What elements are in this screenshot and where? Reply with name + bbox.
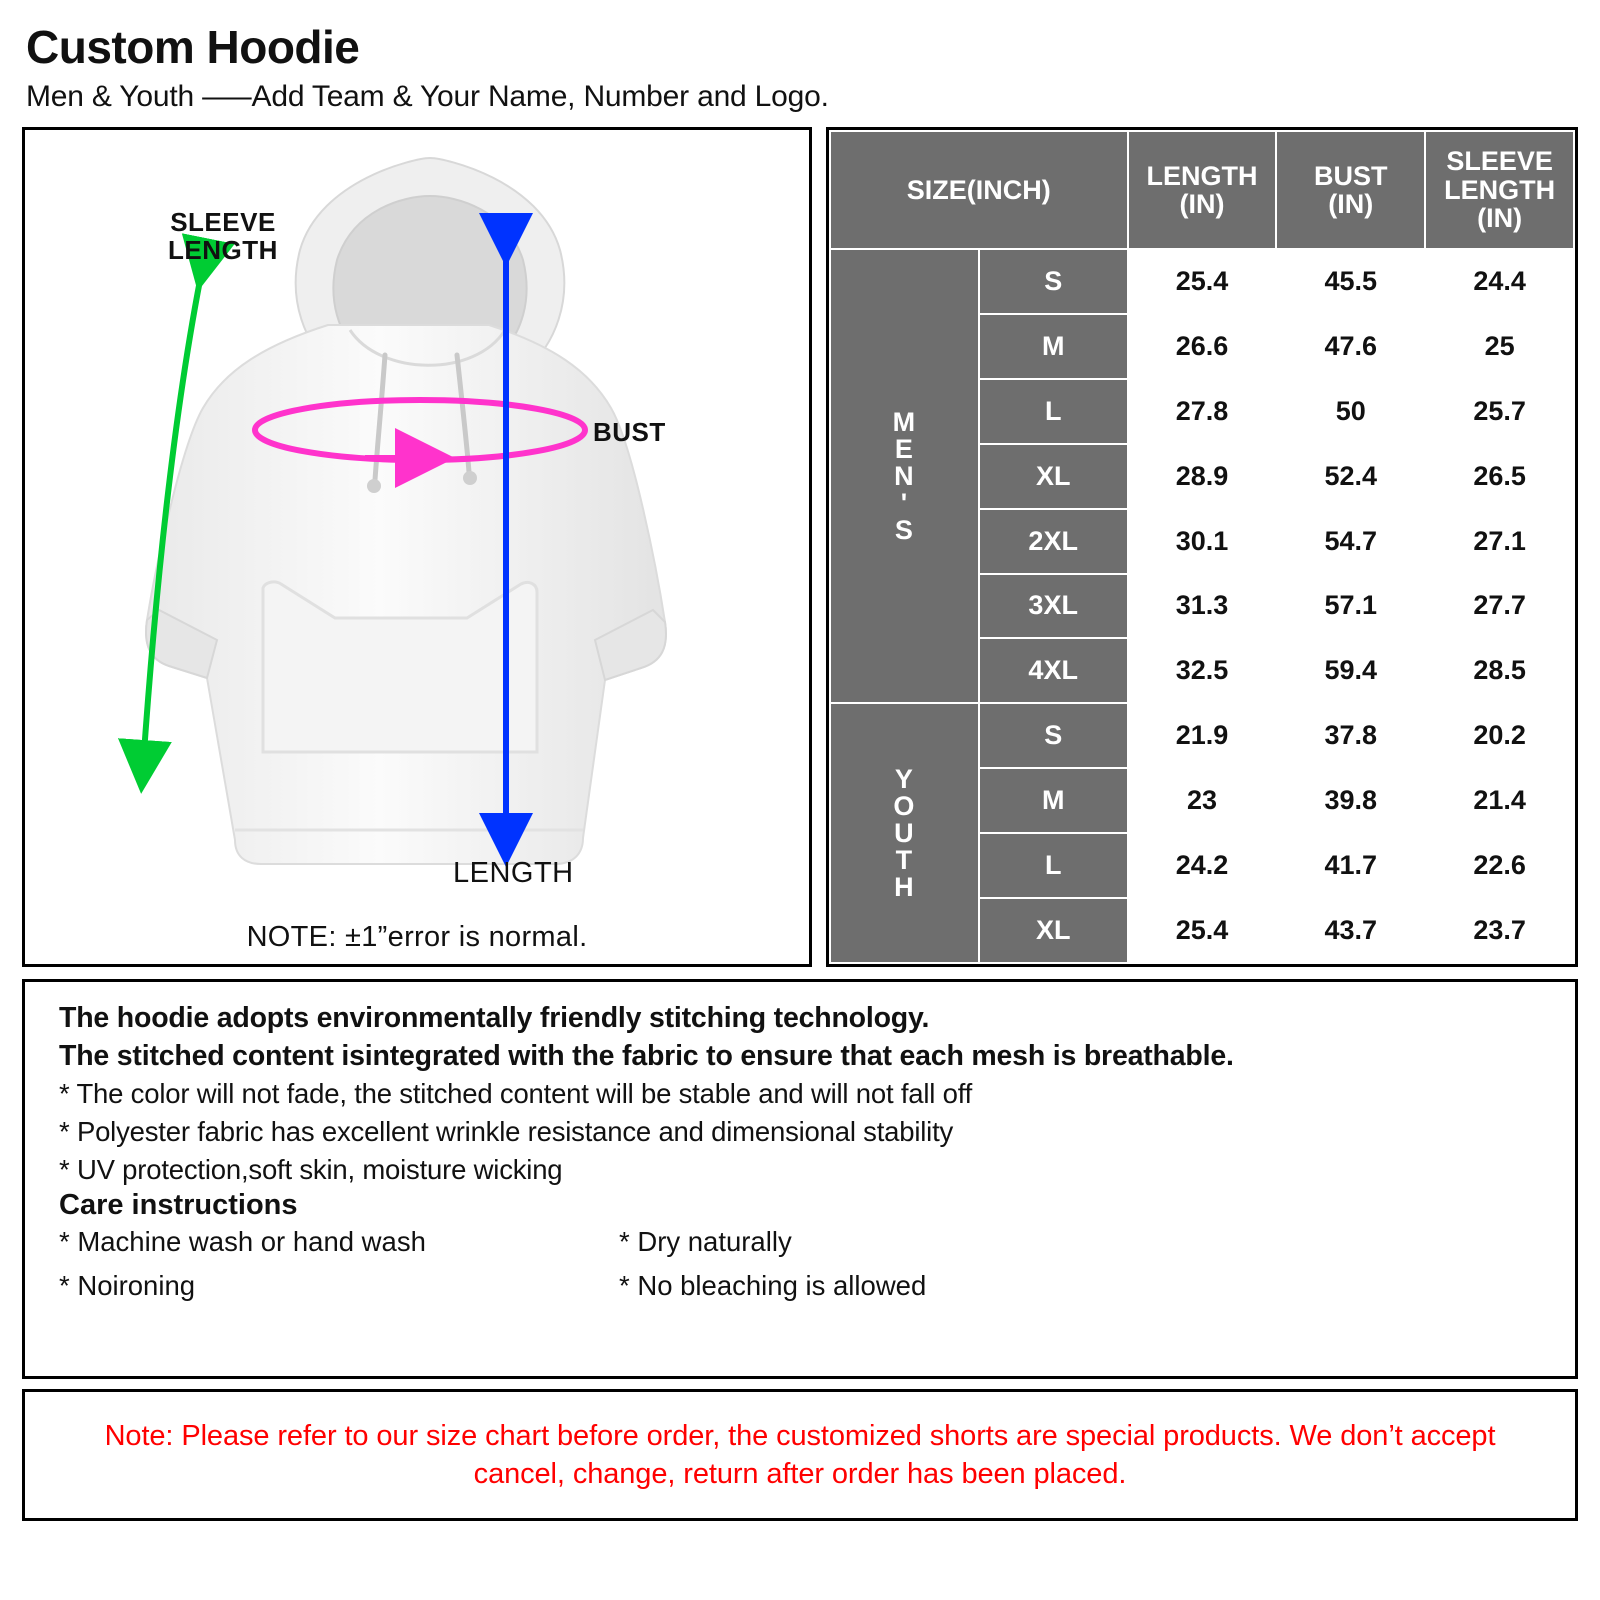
cell-sleeve: 25 <box>1425 314 1574 379</box>
cell-length: 32.5 <box>1128 638 1277 703</box>
cell-size: XL <box>979 444 1128 509</box>
cell-length: 25.4 <box>1128 249 1277 314</box>
desc-bullet-2: * Polyester fabric has excellent wrinkle resistance and dimensional stability <box>59 1116 954 1148</box>
cell-length: 27.8 <box>1128 379 1277 444</box>
cell-length: 24.2 <box>1128 833 1277 898</box>
cell-size: M <box>979 768 1128 833</box>
header-bust: BUST (IN) <box>1276 131 1425 249</box>
size-table <box>829 130 1575 964</box>
hoodie-illustration-panel <box>22 127 812 967</box>
cell-bust: 39.8 <box>1276 768 1425 833</box>
cell-length: 25.4 <box>1128 898 1277 963</box>
cell-sleeve: 26.5 <box>1425 444 1574 509</box>
care-item: * Machine wash or hand wash <box>59 1226 426 1258</box>
desc-line-2: The stitched content isintegrated with the fabric to ensure that each mesh is breathable. <box>59 1039 1234 1072</box>
cell-bust: 47.6 <box>1276 314 1425 379</box>
size-table-panel <box>826 127 1578 967</box>
cell-length: 23 <box>1128 768 1277 833</box>
cell-sleeve: 23.7 <box>1425 898 1574 963</box>
cell-size: 2XL <box>979 509 1128 574</box>
cell-bust: 52.4 <box>1276 444 1425 509</box>
cell-bust: 41.7 <box>1276 833 1425 898</box>
page-title: Custom Hoodie <box>26 21 360 73</box>
cell-sleeve: 20.2 <box>1425 703 1574 768</box>
cell-sleeve: 28.5 <box>1425 638 1574 703</box>
cell-bust: 43.7 <box>1276 898 1425 963</box>
tolerance-note: NOTE: ±1”error is normal. <box>246 921 588 953</box>
cell-bust: 45.5 <box>1276 249 1425 314</box>
cell-size: S <box>979 249 1128 314</box>
cell-length: 28.9 <box>1128 444 1277 509</box>
page-subtitle: Men & Youth –––Add Team & Your Name, Number and Logo. <box>26 80 829 113</box>
cell-sleeve: 27.1 <box>1425 509 1574 574</box>
length-label: LENGTH <box>453 857 574 889</box>
sleeve-length-arrow <box>25 130 812 967</box>
cell-sleeve: 24.4 <box>1425 249 1574 314</box>
desc-line-1: The hoodie adopts environmentally friendly stitching technology. <box>59 1002 930 1034</box>
cell-size: S <box>979 703 1128 768</box>
cell-length: 26.6 <box>1128 314 1277 379</box>
group-label-mens: M E N ' S <box>830 249 979 703</box>
cell-sleeve: 22.6 <box>1425 833 1574 898</box>
sleeve-length-label: SLEEVE LENGTH <box>168 207 278 266</box>
red-note-text: Note: Please refer to our size chart before order, the customized shorts are special products. We don’t accept cancel, change, return after order has been placed. <box>104 1419 1496 1490</box>
cell-size: 3XL <box>979 574 1128 639</box>
cell-size: L <box>979 833 1128 898</box>
header-size: SIZE(INCH) <box>830 131 1128 249</box>
table-row <box>830 249 1574 314</box>
cell-length: 30.1 <box>1128 509 1277 574</box>
cell-size: 4XL <box>979 638 1128 703</box>
cell-size: L <box>979 379 1128 444</box>
care-item: * Dry naturally <box>619 1226 792 1258</box>
cell-size: M <box>979 314 1128 379</box>
cell-length: 21.9 <box>1128 703 1277 768</box>
cell-bust: 50 <box>1276 379 1425 444</box>
cell-bust: 37.8 <box>1276 703 1425 768</box>
header-length: LENGTH (IN) <box>1128 131 1277 249</box>
description-panel <box>22 979 1578 1379</box>
care-item: * Noironing <box>59 1269 196 1301</box>
care-item: * No bleaching is allowed <box>619 1269 927 1301</box>
group-label-youth: Y O U T H <box>830 703 979 963</box>
desc-bullet-1: * The color will not fade, the stitched content will be stable and will not fall off <box>59 1078 973 1110</box>
cell-size: XL <box>979 898 1128 963</box>
cell-sleeve: 21.4 <box>1425 768 1574 833</box>
table-row <box>830 703 1574 768</box>
cell-bust: 54.7 <box>1276 509 1425 574</box>
cell-sleeve: 27.7 <box>1425 574 1574 639</box>
care-instructions-heading: Care instructions <box>59 1189 298 1222</box>
top-section <box>22 127 1578 967</box>
red-note-panel <box>22 1389 1578 1521</box>
bust-label: BUST <box>593 417 666 447</box>
cell-bust: 59.4 <box>1276 638 1425 703</box>
header-sleeve-length: SLEEVE LENGTH (IN) <box>1425 131 1574 249</box>
cell-length: 31.3 <box>1128 574 1277 639</box>
desc-bullet-3: * UV protection,soft skin, moisture wicking <box>59 1154 563 1186</box>
care-instructions-list <box>59 1222 1541 1306</box>
cell-bust: 57.1 <box>1276 574 1425 639</box>
cell-sleeve: 25.7 <box>1425 379 1574 444</box>
table-header-row <box>830 131 1574 249</box>
